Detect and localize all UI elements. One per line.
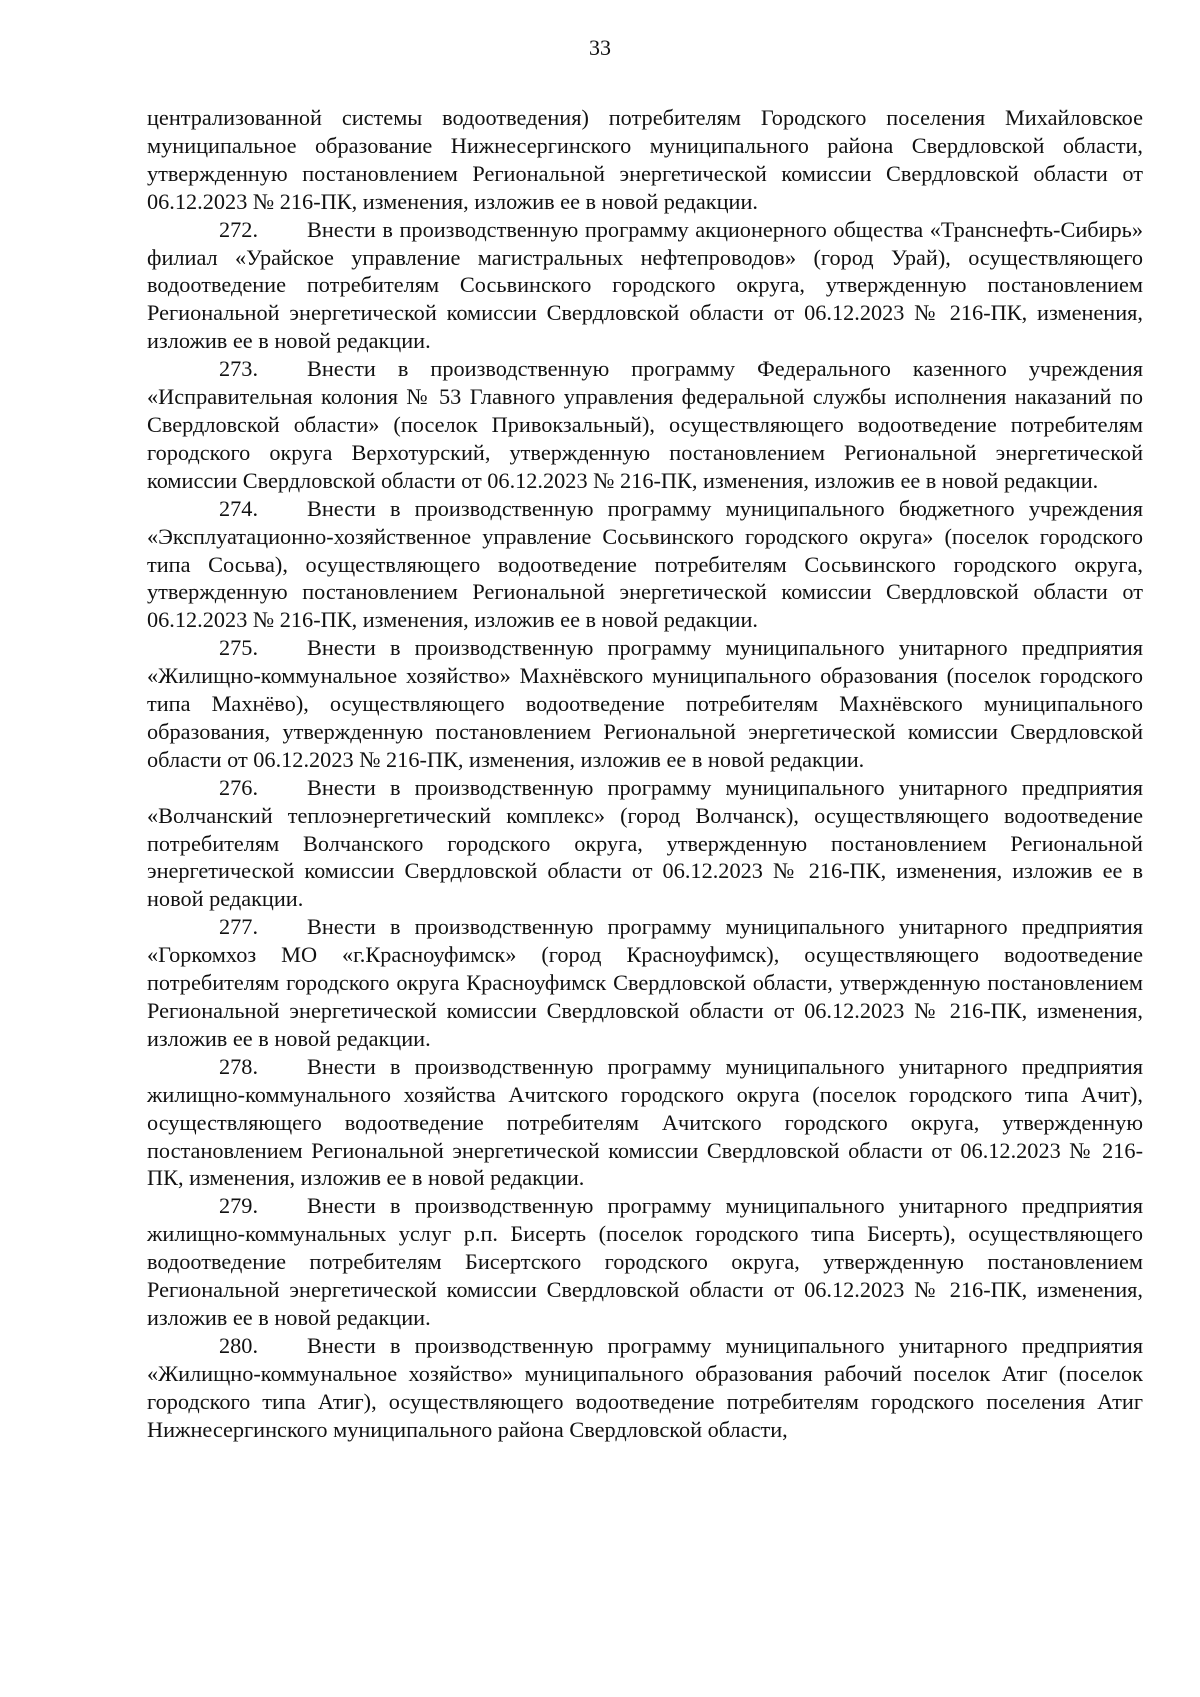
paragraph-278 <box>147 1053 1143 1193</box>
paragraph-number: 279. <box>219 1193 259 1219</box>
paragraph-text: Внести в производственную программу акционерного общества «Транснефть-Сибирь» филиал «Урайское управление магистральных нефтепроводов» (город Урай), осуществляющего водоотведение потребителям Сосьвинского городского округа, утвержденную постановлением Региональной энергетической комиссии Свердловской области от 06.12.2023 № 216-ПК, изменения, изложив ее в новой редакции. <box>147 216 1143 354</box>
paragraph-text: Внести в производственную программу муниципального унитарного предприятия жилищно-коммунального хозяйства Ачитского городского округа (поселок городского типа Ачит), осуществляющего водоотведение потребителям Ачитского городского округа, утвержденную постановлением Региональной энергетической комиссии Свердловской области от 06.12.2023 № 216-ПК, изменения, изложив ее в новой редакции. <box>147 1053 1143 1191</box>
paragraph-text: Внести в производственную программу муниципального унитарного предприятия «Жилищно-коммунальное хозяйство» Махнёвского муниципального образования (поселок городского типа Махнёво), осуществляющего водоотведение потребителям Махнёвского муниципального образования, утвержденную постановлением Региональной энергетической комиссии Свердловской области от 06.12.2023 № 216-ПК, изменения, изложив ее в новой редакции. <box>147 635 1143 772</box>
paragraph-277 <box>147 913 1143 1053</box>
paragraph-number: 278. <box>219 1053 259 1079</box>
paragraph-number: 276. <box>219 774 259 800</box>
paragraph-number: 273. <box>219 356 259 382</box>
paragraph-272 <box>147 216 1143 356</box>
paragraph-number: 277. <box>219 914 259 940</box>
paragraph-274 <box>147 495 1143 635</box>
document-body <box>147 104 1143 1444</box>
paragraph-number: 272. <box>219 216 259 242</box>
paragraph-273 <box>147 355 1143 495</box>
paragraph-text: Внести в производственную программу муниципального унитарного предприятия «Жилищно-коммунальное хозяйство» муниципального образования рабочий поселок Атиг (поселок городского типа Атиг), осуществляющего водоотведение потребителям городского поселения Атиг Нижнесергинского муниципального района Свердловской области, <box>147 1332 1143 1442</box>
continuation-paragraph: централизованной системы водоотведения) потребителям Городского поселения Михайловское муниципальное образование Нижнесергинского муниципального района Свердловской области, утвержденную постановлением Региональной энергетической комиссии Свердловской области от 06.12.2023 № 216-ПК, изменения, изложив ее в новой редакции. <box>147 105 1143 214</box>
paragraph-text: Внести в производственную программу муниципального бюджетного учреждения «Эксплуатационно-хозяйственное управление Сосьвинского городского округа» (поселок городского типа Сосьва), осуществляющего водоотведение потребителям Сосьвинского городского округа, утвержденную постановлением Региональной энергетической комиссии Свердловской области от 06.12.2023 № 216-ПК, изменения, изложив ее в новой редакции. <box>147 495 1143 633</box>
paragraph-text: Внести в производственную программу муниципального унитарного предприятия «Горкомхоз МО «г.Красноуфимск» (город Красноуфимск), осуществляющего водоотведение потребителям городского округа Красноуфимск Свердловской области, утвержденную постановлением Региональной энергетической комиссии Свердловской области от 06.12.2023 № 216-ПК, изменения, изложив ее в новой редакции. <box>147 914 1143 1051</box>
paragraph-text: Внести в производственную программу муниципального унитарного предприятия «Волчанский теплоэнергетический комплекс» (город Волчанск), осуществляющего водоотведение потребителям Волчанского городского округа, утвержденную постановлением Региональной энергетической комиссии Свердловской области от 06.12.2023 № 216-ПК, изменения, изложив ее в новой редакции. <box>147 774 1143 912</box>
paragraph-275 <box>147 634 1143 774</box>
paragraph-number: 280. <box>219 1332 259 1358</box>
paragraph-number: 274. <box>219 495 259 521</box>
paragraph-text: Внести в производственную программу Федерального казенного учреждения «Исправительная колония № 53 Главного управления федеральной службы исполнения наказаний по Свердловской области» (поселок Привокзальный), осуществляющего водоотведение потребителям городского округа Верхотурский, утвержденную постановлением Региональной энергетической комиссии Свердловской области от 06.12.2023 № 216-ПК, изменения, изложив ее в новой редакции. <box>147 356 1143 493</box>
paragraph-number: 275. <box>219 635 259 661</box>
page-number: 33 <box>589 35 611 60</box>
paragraph-276 <box>147 774 1143 914</box>
paragraph-279 <box>147 1192 1143 1332</box>
paragraph-text: Внести в производственную программу муниципального унитарного предприятия жилищно-коммунальных услуг р.п. Бисерть (поселок городского типа Бисерть), осуществляющего водоотведение потребителям Бисертского городского округа, утвержденную постановлением Региональной энергетической комиссии Свердловской области от 06.12.2023 № 216-ПК, изменения, изложив ее в новой редакции. <box>147 1193 1143 1330</box>
paragraph-280 <box>147 1332 1143 1444</box>
